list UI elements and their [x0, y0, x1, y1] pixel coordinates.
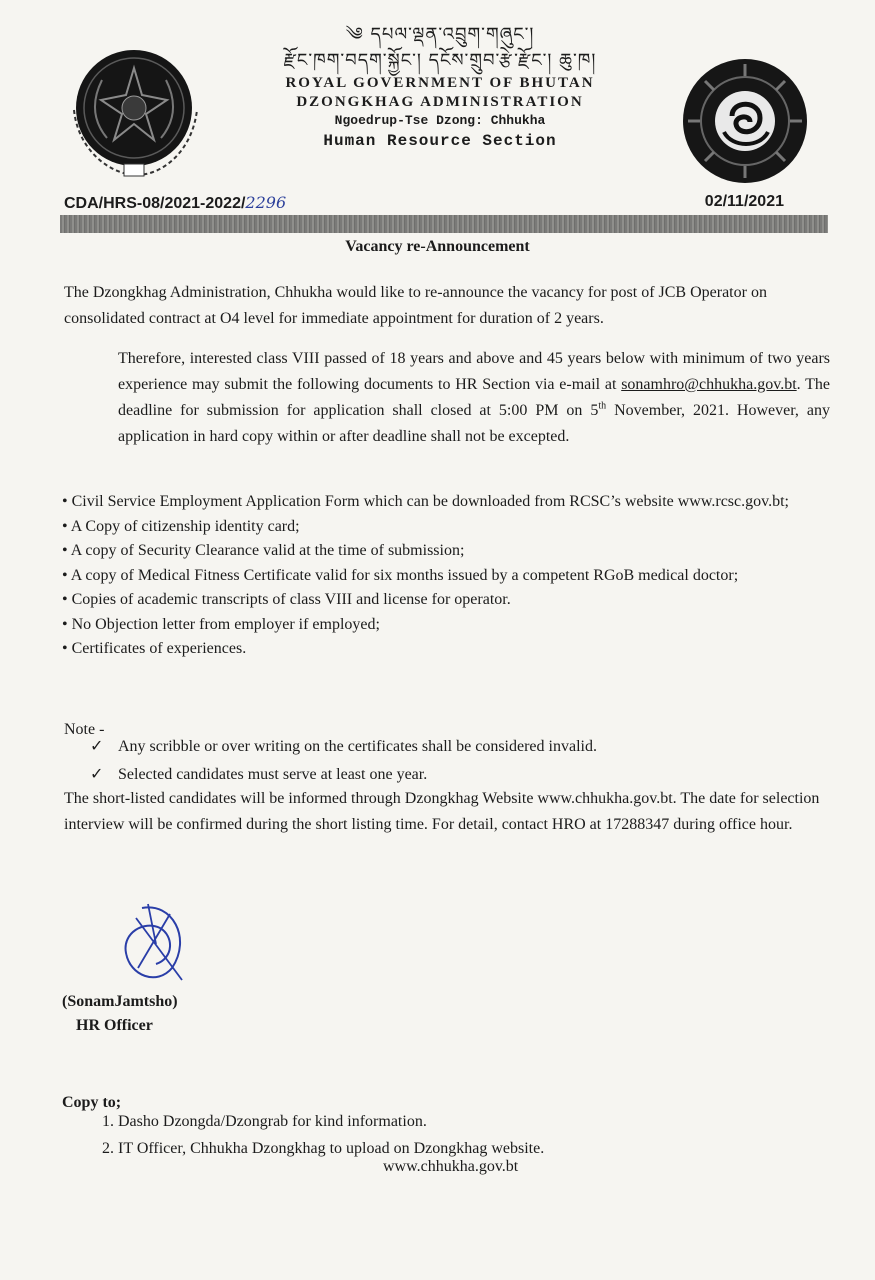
- checkmark-icon: ✓: [90, 766, 104, 783]
- reference-handwritten: 2296: [245, 193, 287, 212]
- requirement-item: • Civil Service Employment Application Form which can be downloaded from RCSC’s website www.rcsc.gov.bt;: [62, 490, 832, 515]
- note-label: Note -: [64, 721, 105, 738]
- note-text: Any scribble or over writing on the certificates shall be considered invalid.: [118, 738, 597, 755]
- reference-row: [64, 193, 784, 215]
- reference-printed: CDA/HRS-08/2021-2022/: [64, 195, 246, 212]
- notice-title: Vacancy re-Announcement: [345, 238, 530, 255]
- requirement-item: • No Objection letter from employer if employed;: [62, 613, 832, 638]
- reference-number: [64, 193, 286, 213]
- website-url[interactable]: www.chhukha.gov.bt: [383, 1158, 519, 1175]
- requirement-item: • Certificates of experiences.: [62, 637, 832, 662]
- eligibility-text-1: Therefore, interested class VIII passed of 18 years and above and 45 years below with minimum of two years experience may submit the following documents to HR Section via e-mail at: [118, 350, 830, 393]
- requirement-item: • A Copy of citizenship identity card;: [62, 515, 832, 540]
- requirement-item: • Copies of academic transcripts of class VIII and license for operator.: [62, 588, 832, 613]
- shortlist-paragraph: The short-listed candidates will be informed through Dzongkhag Website www.chhukha.gov.bt. The date for selection interview will be confirmed during the short listing time. For detail, contact HRO at 17288347 during office hour.: [64, 790, 820, 833]
- notes-list: [90, 733, 597, 789]
- org-location: Ngoedrup-Tse Dzong: Chhukha: [334, 113, 546, 128]
- eligibility-text-2: . The deadline for submission for application shall closed at 5:00 PM on 5: [118, 376, 830, 419]
- header-divider-bar: [60, 215, 828, 233]
- org-division: DZONGKHAG ADMINISTRATION: [296, 94, 584, 110]
- dzongkha-heading-1: ༄ དཔལ་ལྡན་འབྲུག་གཞུང་།: [345, 24, 535, 45]
- dzongkhag-logo: [680, 56, 810, 186]
- ordinal-suffix: th: [598, 400, 607, 412]
- copy-to-item: 1. Dasho Dzongda/Dzongrab for kind information.: [118, 1108, 544, 1135]
- eligibility-paragraph: [118, 346, 830, 450]
- royal-emblem-seal: [62, 40, 212, 190]
- note-text: Selected candidates must serve at least one year.: [118, 766, 428, 783]
- hr-email-link[interactable]: sonamhro@chhukha.gov.bt: [621, 376, 797, 393]
- checkmark-icon: ✓: [90, 738, 104, 755]
- signer-name: (SonamJamtsho): [62, 993, 178, 1010]
- handwritten-signature: [112, 898, 202, 988]
- note-item: [90, 761, 597, 789]
- dzongkha-heading-2: རྫོང་ཁག་བདག་སྐྱོང་། དངོས་གྲུབ་རྩེ་རྫོང་། ཆུ་ཁ།: [283, 50, 597, 71]
- letter-date: 02/11/2021: [704, 193, 784, 210]
- signature-block: [62, 990, 178, 1038]
- required-documents-list: [62, 490, 832, 662]
- copy-to-item: 2. IT Officer, Chhukha Dzongkhag to upload on Dzongkhag website.: [118, 1135, 544, 1162]
- eligibility-text-3: November, 2021. However, any application in hard copy within or after deadline shall not be excepted.: [118, 402, 830, 445]
- signer-role: HR Officer: [76, 1017, 153, 1034]
- intro-paragraph: The Dzongkhag Administration, Chhukha would like to re-announce the vacancy for post of JCB Operator on consolidated contract at O4 level for immediate appointment for duration of 2 years.: [64, 284, 767, 327]
- org-section: Human Resource Section: [323, 132, 557, 150]
- note-item: [90, 733, 597, 761]
- letterhead: [240, 22, 640, 152]
- org-name: ROYAL GOVERNMENT OF BHUTAN: [285, 75, 595, 91]
- requirement-item: • A copy of Security Clearance valid at the time of submission;: [62, 539, 832, 564]
- copy-to-label: Copy to;: [62, 1094, 122, 1111]
- requirement-item: • A copy of Medical Fitness Certificate valid for six months issued by a competent RGoB medical doctor;: [62, 564, 832, 589]
